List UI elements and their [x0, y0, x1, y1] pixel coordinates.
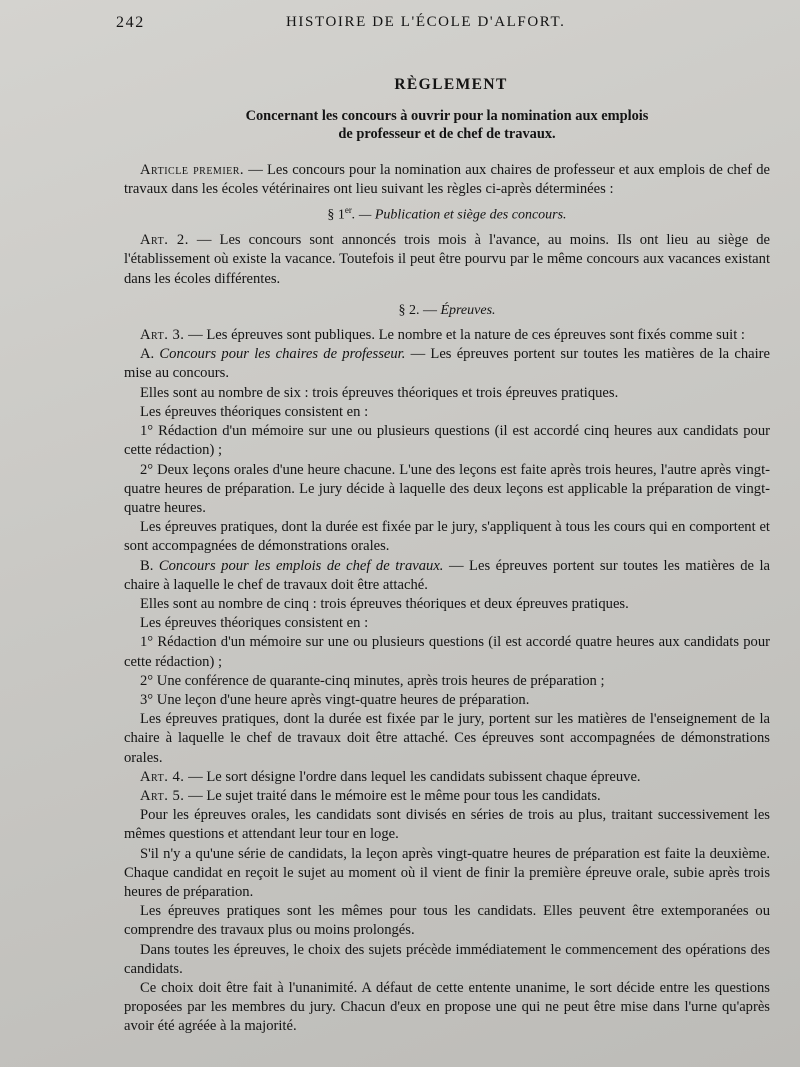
spacer	[124, 289, 770, 299]
part-label: A.	[140, 346, 160, 363]
section-heading-2	[124, 301, 770, 320]
part-label: B.	[140, 557, 159, 574]
article-text: — Les concours sont annoncés trois mois à l'avance, au moins. Ils ont lieu au siège de l'établissement où existe la vacance. Toutefois il peut être pourvu par le même concours aux vacances existant dans les écoles différentes.	[124, 232, 770, 287]
paragraph: 3° Une leçon d'une heure après vingt-quatre heures de préparation.	[140, 691, 530, 708]
article-text: — Le sujet traité dans le mémoire est le même pour tous les candidats.	[184, 787, 601, 804]
part-b	[124, 557, 770, 595]
article-label: Art. 3.	[140, 327, 185, 344]
section-title: Épreuves.	[440, 302, 496, 318]
part-heading: Concours pour les emplois de chef de travaux.	[158, 557, 444, 574]
part-text: — Les épreuves portent sur toutes les matières de la chaire à laquelle le chef de travaux doit être attaché.	[124, 557, 771, 593]
paragraph: Ce choix doit être fait à l'unanimité. A défaut de cette entente unanime, le sort décide entre les questions proposées par les membres du jury. Chacun d'eux en propose une qui ne peut être mise dans l'urne qu'après avoir été agréée à la majorité.	[124, 979, 770, 1035]
article-label: Art. 4.	[140, 768, 185, 785]
paragraph: Pour les épreuves orales, les candidats sont divisés en séries de trois au plus, traitant successivement les mêmes questions et attendant leur tour en loge.	[124, 807, 770, 843]
article-3	[124, 326, 770, 345]
paragraph: 1° Rédaction d'un mémoire sur une ou plusieurs questions (il est accordé quatre heures aux candidats pour cette rédaction) ;	[124, 634, 770, 670]
part-text: — Les épreuves portent sur toutes les matières de la chaire mise au concours.	[124, 346, 770, 382]
paragraph: 2° Deux leçons orales d'une heure chacune. L'une des leçons est faite après trois heures, l'autre après vingt-quatre heures de préparation. Le jury décide à laquelle des deux leçons est applicable la préparation de vingt-quatre heures.	[124, 461, 770, 516]
document-subtitle	[124, 107, 770, 143]
paragraph: Les épreuves théoriques consistent en :	[140, 615, 369, 632]
paragraph: 1° Rédaction d'un mémoire sur une ou plusieurs questions (il est accordé cinq heures aux candidats pour cette rédaction) ;	[124, 423, 770, 459]
running-title: HISTOIRE DE L'ÉCOLE D'ALFORT.	[286, 14, 566, 30]
body-text	[124, 161, 770, 1037]
paragraph: Elles sont au nombre de cinq : trois épreuves théoriques et deux épreuves pratiques.	[140, 595, 629, 612]
article-text: — Le sort désigne l'ordre dans lequel les candidats subissent chaque épreuve.	[184, 768, 641, 785]
article-label: Art. 5.	[140, 787, 185, 804]
article-1	[124, 161, 770, 199]
paragraph: Dans toutes les épreuves, le choix des sujets précède immédiatement le commencement des opérations des candidats.	[124, 941, 770, 977]
paragraph: 2° Une conférence de quarante-cinq minutes, après trois heures de préparation ;	[140, 672, 605, 689]
article-label: Art. 2.	[140, 232, 189, 249]
subtitle-line: de professeur et de chef de travaux.	[338, 126, 556, 142]
subtitle-line: Concernant les concours à ouvrir pour la nomination aux emplois	[245, 108, 649, 124]
section-heading-1	[124, 201, 770, 225]
section-superscript: er	[344, 205, 352, 216]
document-title: RÈGLEMENT	[394, 76, 508, 93]
paragraph: Les épreuves pratiques sont les mêmes pour tous les candidats. Elles peuvent être extemporanées ou comprendre des travaux plus ou moins prolongés.	[124, 903, 770, 939]
paragraph: Les épreuves pratiques, dont la durée est fixée par le jury, portent sur les matières de l'enseignement de la chaire à laquelle le chef de travaux doit être attaché. Ces épreuves sont accompagnées de démonstrations orales.	[124, 711, 770, 766]
section-title: . — Publication et siège des concours.	[351, 208, 567, 224]
article-text: — Les épreuves sont publiques. Le nombre et la nature de ces épreuves sont fixés comme suit :	[184, 327, 745, 344]
article-label: Article premier.	[140, 162, 245, 178]
article-5	[124, 787, 770, 806]
paragraph: Les épreuves pratiques, dont la durée est fixée par le jury, s'appliquent à tous les cours qui en comportent et sont accompagnées de démonstrations orales.	[124, 519, 770, 555]
article-2	[124, 231, 770, 289]
article-text: — Les concours pour la nomination aux chaires de professeur et aux emplois de chef de travaux dans les écoles vétérinaires ont lieu suivant les règles ci-après déterminées :	[124, 162, 770, 198]
page-number: 242	[116, 14, 145, 31]
part-a	[124, 345, 770, 383]
paragraph: S'il n'y a qu'une série de candidats, la leçon après vingt-quatre heures de préparation est faite la deuxième. Chaque candidat en reçoit le sujet au moment où il vient de finir la première épreuve orale, subie après trois heures de préparation.	[124, 845, 770, 900]
part-heading: Concours pour les chaires de professeur.	[159, 346, 406, 363]
running-header	[116, 14, 770, 40]
paragraph: Elles sont au nombre de six : trois épreuves théoriques et trois épreuves pratiques.	[140, 384, 619, 401]
paragraph: Les épreuves théoriques consistent en :	[140, 403, 369, 420]
section-number: § 1	[327, 208, 345, 224]
section-number: § 2. —	[398, 302, 441, 318]
article-4	[124, 768, 770, 787]
